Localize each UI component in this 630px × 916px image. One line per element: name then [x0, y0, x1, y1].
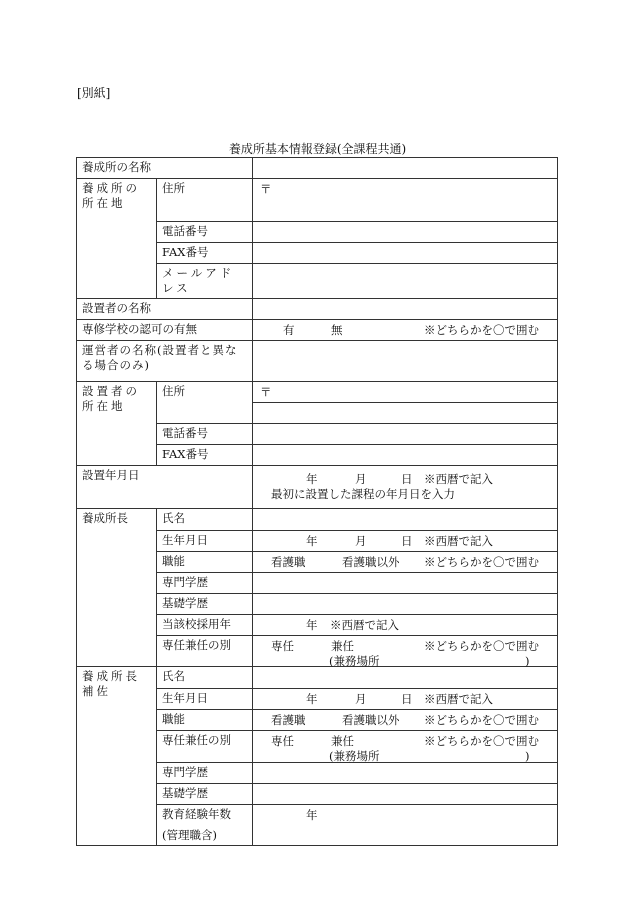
postal-mark: 〒 [260, 182, 272, 196]
registration-form-table [76, 157, 558, 846]
founder-address-field-2[interactable] [253, 403, 558, 424]
label-deputy-experience [157, 805, 253, 846]
deputy-birthdate-field[interactable] [253, 689, 558, 710]
month-label: 月 [355, 692, 367, 706]
circle-note: ※どちらかを〇で囲む [424, 639, 539, 653]
established-note: 最初に設置した課程の年月日を入力 [271, 487, 455, 501]
deputy-experience-field[interactable] [253, 805, 558, 846]
label-accreditation: 専修学校の認可の有無 [77, 320, 253, 341]
option-concurrent[interactable]: 兼任 [331, 734, 354, 748]
postal-mark: 〒 [260, 385, 272, 399]
deputy-basic-field[interactable] [253, 784, 558, 805]
label-operator: 運営者の名称(設置者と異なる場合のみ) [77, 341, 253, 382]
director-fulltime-field[interactable] [253, 636, 558, 667]
day-label: 日 [401, 692, 413, 706]
seireki-note: ※西暦で記入 [330, 618, 399, 632]
director-specialty-field[interactable] [253, 573, 558, 594]
label-founder-name: 設置者の名称 [77, 299, 253, 320]
option-nurse[interactable]: 看護職 [271, 713, 306, 727]
option-nurse[interactable]: 看護職 [271, 555, 306, 569]
close-paren: ) [525, 749, 530, 763]
month-label: 月 [355, 472, 367, 486]
label-established: 設置年月日 [77, 466, 253, 509]
label-director-fulltime: 専任兼任の別 [157, 636, 253, 667]
circle-note: ※どちらかを〇で囲む [424, 555, 539, 569]
label-email: メールアドレス [157, 264, 253, 299]
director-hire-field[interactable] [253, 615, 558, 636]
seireki-note: ※西暦で記入 [424, 534, 493, 548]
label-director-birthdate: 生年月日 [157, 531, 253, 552]
phone-field[interactable] [253, 222, 558, 243]
address-field[interactable] [253, 179, 558, 222]
other-place-label: (兼務場所 [329, 654, 380, 668]
label-director-basic: 基礎学歴 [157, 594, 253, 615]
seireki-note: ※西暦で記入 [424, 472, 493, 486]
circle-note: ※どちらかを〇で囲む [424, 734, 539, 748]
label-director-name: 氏名 [157, 509, 253, 531]
seireki-note: ※西暦で記入 [424, 692, 493, 706]
label-deputy-fulltime: 専任兼任の別 [157, 731, 253, 763]
year-label: 年 [306, 692, 318, 706]
label-deputy-name: 氏名 [157, 667, 253, 689]
founder-address-field[interactable] [253, 382, 558, 403]
label-deputy-birthdate: 生年月日 [157, 689, 253, 710]
label-deputy: 養成所長補佐 [77, 667, 157, 846]
year-label: 年 [306, 808, 318, 822]
label-fax: FAX番号 [157, 243, 253, 264]
name-field[interactable] [253, 158, 558, 179]
label-deputy-role: 職能 [157, 710, 253, 731]
deputy-name-field[interactable] [253, 667, 558, 689]
deputy-fulltime-field[interactable] [253, 731, 558, 763]
attachment-label: [別紙] [77, 86, 111, 100]
email-field[interactable] [253, 264, 558, 299]
director-basic-field[interactable] [253, 594, 558, 615]
founder-name-field[interactable] [253, 299, 558, 320]
director-role-field[interactable] [253, 552, 558, 573]
label-director-role: 職能 [157, 552, 253, 573]
page-title: 養成所基本情報登録(全課程共通) [228, 142, 407, 156]
label-deputy-specialty: 専門学歴 [157, 763, 253, 784]
label-deputy-basic: 基礎学歴 [157, 784, 253, 805]
label-founder-location: 設置者の所在地 [77, 382, 157, 466]
year-label: 年 [306, 472, 318, 486]
label-address: 住所 [157, 179, 253, 222]
founder-fax-field[interactable] [253, 445, 558, 466]
other-place-label: (兼務場所 [329, 749, 380, 763]
experience-sub-label: (管理職含) [162, 828, 217, 842]
option-non-nurse[interactable]: 看護職以外 [342, 713, 400, 727]
label-founder-fax: FAX番号 [157, 445, 253, 466]
option-full[interactable]: 専任 [271, 639, 294, 653]
experience-label: 教育経験年数 [162, 807, 231, 821]
accreditation-field[interactable] [253, 320, 558, 341]
day-label: 日 [401, 472, 413, 486]
director-birthdate-field[interactable] [253, 531, 558, 552]
close-paren: ) [525, 654, 530, 668]
label-phone: 電話番号 [157, 222, 253, 243]
director-name-field[interactable] [253, 509, 558, 531]
label-name: 養成所の名称 [77, 158, 253, 179]
circle-note: ※どちらかを〇で囲む [424, 323, 539, 337]
option-full[interactable]: 専任 [271, 734, 294, 748]
circle-note: ※どちらかを〇で囲む [424, 713, 539, 727]
month-label: 月 [355, 534, 367, 548]
label-director-hire: 当該校採用年 [157, 615, 253, 636]
deputy-role-field[interactable] [253, 710, 558, 731]
option-concurrent[interactable]: 兼任 [331, 639, 354, 653]
label-location: 養成所の所在地 [77, 179, 157, 299]
fax-field[interactable] [253, 243, 558, 264]
established-field[interactable] [253, 466, 558, 509]
label-director: 養成所長 [77, 509, 157, 667]
label-founder-phone: 電話番号 [157, 424, 253, 445]
option-yes[interactable]: 有 [283, 323, 295, 337]
operator-field[interactable] [253, 341, 558, 382]
day-label: 日 [401, 534, 413, 548]
label-director-specialty: 専門学歴 [157, 573, 253, 594]
year-label: 年 [306, 534, 318, 548]
option-no[interactable]: 無 [331, 323, 343, 337]
option-non-nurse[interactable]: 看護職以外 [342, 555, 400, 569]
label-founder-address: 住所 [157, 382, 253, 424]
founder-phone-field[interactable] [253, 424, 558, 445]
deputy-specialty-field[interactable] [253, 763, 558, 784]
year-label: 年 [306, 618, 318, 632]
